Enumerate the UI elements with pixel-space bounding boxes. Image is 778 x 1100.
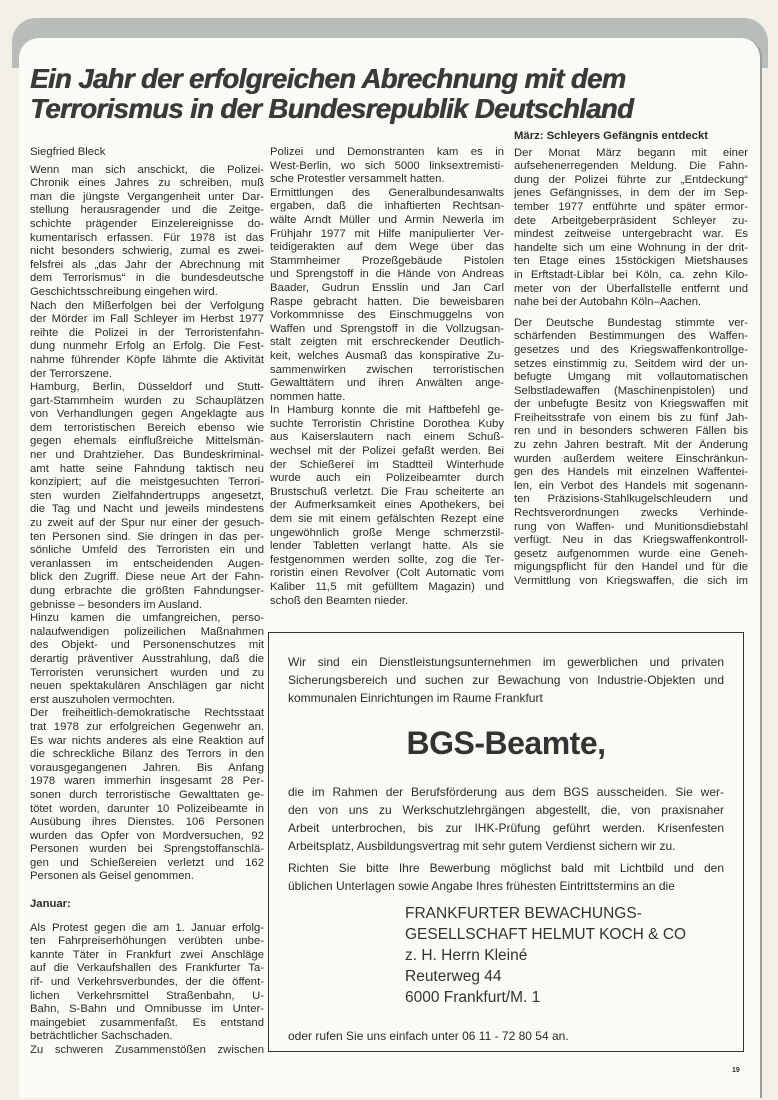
text-line: z. H. Herrn Kleiné — [405, 947, 528, 964]
page-number: 19 — [732, 1067, 740, 1074]
text-line: keit, welches Ausmaß das konspirative Zu- — [270, 349, 504, 362]
paragraph — [30, 381, 264, 612]
text-line: rif- und Verkehrsverbundes, der die öffent- — [30, 976, 264, 989]
text-line: wurden außerdem weitere Einschränkun- — [514, 452, 748, 465]
text-line: ten Präzisions-Stahlkugelschleudern und — [514, 493, 748, 506]
text-line: Wenn man sich anschickt, die Polizei- — [30, 163, 264, 176]
text-line: von Verhandlungen gegen Angeklagte aus — [30, 408, 264, 421]
text-line: aus Kaiserslautern nach einem Schuß- — [270, 431, 504, 444]
text-line: wechsel mit der Polizei gefaßt werden. Bei — [270, 445, 504, 458]
text-line: gen des Handels mit einzelnen Waffentei- — [514, 466, 748, 479]
paragraph — [270, 187, 504, 405]
text-line: sonen durch terroristische Gewalttaten ge- — [30, 788, 264, 801]
text-line: felsfrei als „das Jahr der Abrechnung mit — [30, 258, 264, 271]
text-line: der Aufmerksamkeit eines Apothekers, bei — [270, 499, 504, 512]
text-line: befugte Umgang mit vollautomatischen — [514, 371, 748, 384]
text-line: Bahn, S-Bahn und Omnibusse im Unter- — [30, 1003, 264, 1016]
text-line: maingebiet zusammenfaßt. Es entstand — [30, 1016, 264, 1029]
text-line: dete Arbeitgeberpräsident Schleyer zu- — [514, 214, 748, 227]
text-line: auf die Verkaufshallen des Frankfurter Ta- — [30, 962, 264, 975]
text-line: Hinzu kamen die umfangreichen, perso- — [30, 612, 264, 625]
ad-apply — [288, 859, 724, 895]
paragraph — [30, 612, 264, 707]
text-line: tötet worden, darunter 10 Polizeibeamte in — [30, 802, 264, 815]
text-line: nalaufwendigen polizeilichen Maßnahmen — [30, 625, 264, 638]
author-byline — [30, 146, 264, 160]
text-line: Brustschuß verletzt. Die Frau scheiterte an — [270, 485, 504, 498]
text-line: len, ein Verbot des Handels mit sogenann- — [514, 479, 748, 492]
paragraph — [514, 147, 748, 310]
text-line: Ermittlungen des Generalbundesanwalts — [270, 186, 504, 199]
text-line: zu zehn Jahren bestraft. Mit der Änderung — [514, 439, 748, 452]
text-line: Geschichtsschreibung eingehen wird. — [30, 285, 218, 298]
text-line: nahe bei der Autobahn Köln–Aachen. — [514, 296, 702, 309]
text-line: Rechtsverordnungen zwecks Verhinde- — [514, 507, 748, 520]
text-line: gesetz aufgenommen wurde eine Geneh- — [514, 547, 748, 560]
section-heading — [30, 898, 264, 912]
text-line: dung nunmehr Erfolg an Erfolg. Die Fest- — [30, 340, 264, 353]
text-line: setzes einstimmig zu. Seitdem wird der un- — [514, 357, 748, 370]
ad-intro — [288, 653, 724, 707]
text-line: blick den Zugriff. Diese neue Art der Fahn- — [30, 571, 264, 584]
paragraph — [30, 1044, 264, 1058]
text-line: ner und Drahtzieher. Das Bundeskriminal- — [30, 449, 264, 462]
text-line: suchte Terroristin Christine Dorothea Kuby — [270, 417, 504, 430]
text-line: Frühjahr 1977 mit Hilfe manipulierter Ver- — [270, 227, 504, 240]
text-line: gebnisse – besonders im Ausland. — [30, 598, 203, 611]
text-line: die schreckliche Bilanz des Terrors in den — [30, 748, 264, 761]
text-line: jenes Gefängnisses, in dem der im Sep- — [514, 187, 748, 200]
text-line: lichen Verkehrsmittel Straßenbahn, U- — [30, 989, 264, 1002]
text-line: man die jüngste Vergangenheit unter Dar- — [30, 190, 264, 203]
text-line: kannte Täter in Frankfurt zwei Anschläge — [30, 948, 264, 961]
text-line: stalt zeigten mit erschreckender Deutlich- — [270, 336, 504, 349]
text-line: vorausgegangenen Jahren. Bis Anfang — [30, 761, 264, 774]
text-line: der Schießerei im Stadtteil Winterhude — [270, 458, 504, 471]
article-column-3 — [514, 130, 748, 589]
text-line: Freiheitsstrafe von einem bis zu fünf Jah- — [514, 411, 748, 424]
text-line: Waffen und Sprengstoff in die Vollzugsan- — [270, 322, 504, 335]
text-line: Zu schweren Zusammenstößen zwischen — [30, 1044, 264, 1056]
paragraph — [30, 164, 264, 300]
text-line: veranlassen im entscheidenden Augen- — [30, 557, 264, 570]
text-line: West-Berlin, wo sich 5000 linksextremisti- — [270, 159, 504, 172]
text-line: und Sprengstoff in die Hände von Andreas — [270, 268, 504, 281]
text-line: nahme führender Köpfe lähmte die Aktivität — [30, 353, 264, 366]
title-line-1: Ein Jahr der erfolgreichen Abrechnung mit dem — [30, 63, 626, 94]
text-line: FRANKFURTER BEWACHUNGS- — [405, 905, 642, 922]
text-line: Es war nichts anderes als eine Reaktion auf — [30, 734, 264, 747]
paragraph — [514, 317, 748, 589]
article-title — [30, 64, 750, 124]
text-line: ten Personen sind. Sie dringen in das per- — [30, 530, 264, 543]
text-line: erst auszuholen vermochten. — [30, 693, 176, 706]
text-line: Vermittlung von Kriegswaffen, die sich im — [514, 575, 748, 587]
paragraph — [30, 707, 264, 884]
text-line: die im Rahmen der Berufsförderung aus dem BGS ausscheiden. Sie wer- — [288, 785, 724, 799]
text-line: trat 1978 zur erfolgreichen Gegenwehr an. — [30, 720, 264, 733]
text-line: Raspe gebracht hatten. Die beweisbaren — [270, 295, 504, 308]
text-line: schoß den Beamten nieder. — [270, 594, 409, 607]
text-line: roristin einen Revolver (Colt Automatic vom — [270, 567, 504, 580]
paragraph — [270, 146, 504, 187]
job-advertisement — [268, 632, 744, 1052]
text-line: Terroristen verunsichert wurden und zu — [30, 666, 264, 679]
text-line: gegen ehemals einflußreiche Mittelsmän- — [30, 435, 264, 448]
text-line: üblichen Unterlagen sowie Angabe Ihres frühesten Eintrittstermins an die — [288, 879, 675, 893]
text-line: sten wurden Zielfahndertrupps angesetzt, — [30, 489, 264, 502]
article-column-1 — [30, 146, 264, 1058]
text-line: In Hamburg konnte die mit Haftbefehl ge- — [270, 404, 504, 417]
text-line: festgenommen werden sollte, zog die Ter- — [270, 553, 504, 566]
text-line: Baader, Gudrun Ensslin und Jan Carl — [270, 281, 504, 294]
text-line: neuen spektakulären Anschlägen gar nicht — [30, 680, 264, 693]
text-line: Richten Sie bitte Ihre Bewerbung möglichst bald mit Lichtbild und den — [288, 861, 724, 875]
text-line: in Erftstadt-Liblar bei Köln, ca. zehn Kilo- — [514, 268, 748, 281]
text-line: Selbstladewaffen (Maschinenpistolen) und — [514, 384, 748, 397]
text-line: Reuterweg 44 — [405, 968, 502, 985]
text-line: Personen als Geisel genommen. — [30, 870, 194, 883]
text-line: mindest zeitweise untergebracht war. Es — [514, 228, 748, 241]
text-line: beträchtlicher Sachschaden. — [30, 1030, 173, 1043]
text-line: ten Fahrpreiserhöhungen verübten unbe- — [30, 935, 264, 948]
text-line: Hamburg, Berlin, Düsseldorf und Stutt- — [30, 381, 264, 394]
text-line: Personen wurden bei Sprengstoffanschlä- — [30, 843, 264, 856]
text-line: nommen hatte. — [270, 390, 346, 403]
text-line: gesetzes und des Kriegswaffenkontrollge- — [514, 343, 748, 356]
text-line: Stammheimer Prozeßgebäude Pistolen — [270, 254, 504, 267]
text-line: Wir sind ein Dienstleistungsunternehmen im gewerblichen und privaten — [288, 655, 724, 669]
text-line: 1978 waren immerhin insgesamt 28 Per- — [30, 775, 264, 788]
text-line: Chronik eines Jahres zu schreiben, muß — [30, 177, 264, 190]
text-line: Polizei und Demonstranten kam es in — [270, 146, 504, 158]
text-line: Siegfried Bleck — [30, 146, 106, 158]
text-line: stellung herausragender und die Zeitge- — [30, 204, 264, 217]
text-line: kumentarisch erfassen. Für 1978 ist das — [30, 231, 264, 244]
text-line: Arbeit unterbrochen, bis zur IHK-Prüfung geführt werden. Krisenfesten — [288, 821, 724, 835]
text-line: zu zweit auf der Spur nur einer der gesuch- — [30, 517, 264, 530]
text-line: den von uns zu Werkschutzlehrgängen abgestellt, die, von praxisnaher — [288, 803, 724, 817]
text-line: lender Tabletten verlangt hatte. Als sie — [270, 540, 504, 553]
text-line: handelte sich um eine Wohnung in der drit- — [514, 241, 748, 254]
text-line: Arbeitsplatz, Ausbildungsvertrag mit sehr gutem Verdienst sichern wir zu. — [288, 839, 676, 853]
text-line: Der Deutsche Bundestag stimmte ver- — [514, 316, 748, 329]
text-line: aufsehenerregenden Meldung. Die Fahn- — [514, 160, 748, 173]
text-line: sche Protestler versammelt hatten. — [270, 173, 445, 186]
text-line: Vorkommnisse des Einschmuggelns von — [270, 309, 504, 322]
text-line: wurden das Opfer von Mordversuchen, 92 — [30, 829, 264, 842]
text-line: Gewalttätern und ihren Anwälten ange- — [270, 377, 504, 390]
text-line: ergaben, daß die inhaftierten Rechtsan- — [270, 200, 504, 213]
text-line: Der freiheitlich-demokratische Rechtsstaat — [30, 707, 264, 720]
text-line: amt hatte seine Fahndung taktisch neu — [30, 462, 264, 475]
text-line: wälte Arndt Müller und Armin Newerla im — [270, 213, 504, 226]
paragraph — [270, 404, 504, 608]
text-line: Ausübung ihres Dienstes. 106 Personen — [30, 816, 264, 829]
text-line: gart-Stammheim wurden zu Schauplätzen — [30, 394, 264, 407]
text-line: konzipiert; auf die meistgesuchten Terrori- — [30, 476, 264, 489]
text-line: sönliche Umfeld des Terroristen ein und — [30, 544, 264, 557]
text-line: ungewöhnlich große Menge schmerzstil- — [270, 526, 504, 539]
text-line: Nach den Mißerfolgen bei der Verfolgung — [30, 299, 264, 312]
text-line: meter von der Überfallstelle entfernt und — [514, 282, 748, 295]
text-line: ren und in besonders schweren Fällen bis — [514, 425, 748, 438]
text-line: Als Protest gegen die am 1. Januar erfolg- — [30, 921, 264, 934]
text-line: dem Terrorismus“ in die bundesdeutsche — [30, 272, 264, 285]
text-line: verfügt. Neu in das Kriegswaffenkontroll- — [514, 534, 748, 547]
text-line: die Tag und Nacht und jeweils mindestens — [30, 503, 264, 516]
text-line: dem sie mit einem gefälschten Rezept eine — [270, 513, 504, 526]
text-line: Sicherungsbereich und suchen zur Bewachung von Industrie-Objekten und — [288, 673, 724, 687]
text-line: migungspflicht für den Handel und für die — [514, 561, 748, 574]
title-line-2: Terrorismus in der Bundesrepublik Deutschland — [30, 93, 634, 124]
text-line: Der Monat März begann mit einer — [514, 146, 748, 159]
text-line: der Terrorszene. — [30, 367, 113, 380]
text-line: gen und Schießereien verletzt und 162 — [30, 856, 264, 869]
text-line: schichte prägender Einzelereignisse do- — [30, 217, 264, 230]
text-line: nicht besonders schwierig, zumal es zwei- — [30, 245, 264, 258]
text-line: dung erbrachte die größten Fahndungser- — [30, 585, 264, 597]
paragraph — [30, 300, 264, 382]
text-line: tember 1977 entführte und später ermor- — [514, 200, 748, 213]
section-heading — [514, 130, 748, 144]
text-line: März: Schleyers Gefängnis entdeckt — [514, 130, 708, 142]
text-line: 6000 Frankfurt/M. 1 — [405, 989, 541, 1006]
text-line: Kaliber 11,5 mit gefülltem Magazin) und — [270, 581, 504, 593]
text-line: wurde auch ein Polizeibeamter durch — [270, 472, 504, 485]
text-line: Januar: — [30, 898, 71, 911]
text-line: kommunalen Einrichtungen im Raume Frankfurt — [288, 691, 543, 705]
text-line: dung der Polizei führte zur „Entdeckung“ — [514, 173, 748, 186]
text-line: teidigerakten auf dem Wege über das — [270, 241, 504, 254]
text-line: reihte die Polizei in der Terroristenfahn- — [30, 326, 264, 339]
article-column-2 — [270, 146, 504, 608]
text-line: der unbefugte Besitz von Kriegswaffen mit — [514, 398, 748, 411]
paragraph — [30, 922, 264, 1044]
ad-address — [405, 903, 686, 1008]
text-line: ten Etage eines 15stöckigen Mietshauses — [514, 255, 748, 268]
text-line: GESELLSCHAFT HELMUT KOCH & CO — [405, 926, 687, 943]
text-line: dem terroristischen Bereich ebenso wie — [30, 421, 264, 434]
text-line: sammenwirken zwischen terroristischen — [270, 363, 504, 376]
text-line: derartig präventiver Ausstrahlung, daß die — [30, 652, 264, 665]
ad-phone: oder rufen Sie uns einfach unter 06 11 - 72 80 54 an. — [288, 1029, 569, 1043]
ad-body — [288, 783, 724, 855]
ad-headline: BGS-Beamte, — [406, 725, 606, 761]
text-line: des Objekt- und Personenschutzes mit — [30, 639, 264, 652]
text-line: rung von Waffen- und Munitionsdiebstahl — [514, 520, 748, 533]
text-line: der Mörder im Fall Schleyer im Herbst 1977 — [30, 313, 264, 326]
text-line: schärfenden Bestimmungen des Waffen- — [514, 330, 748, 343]
